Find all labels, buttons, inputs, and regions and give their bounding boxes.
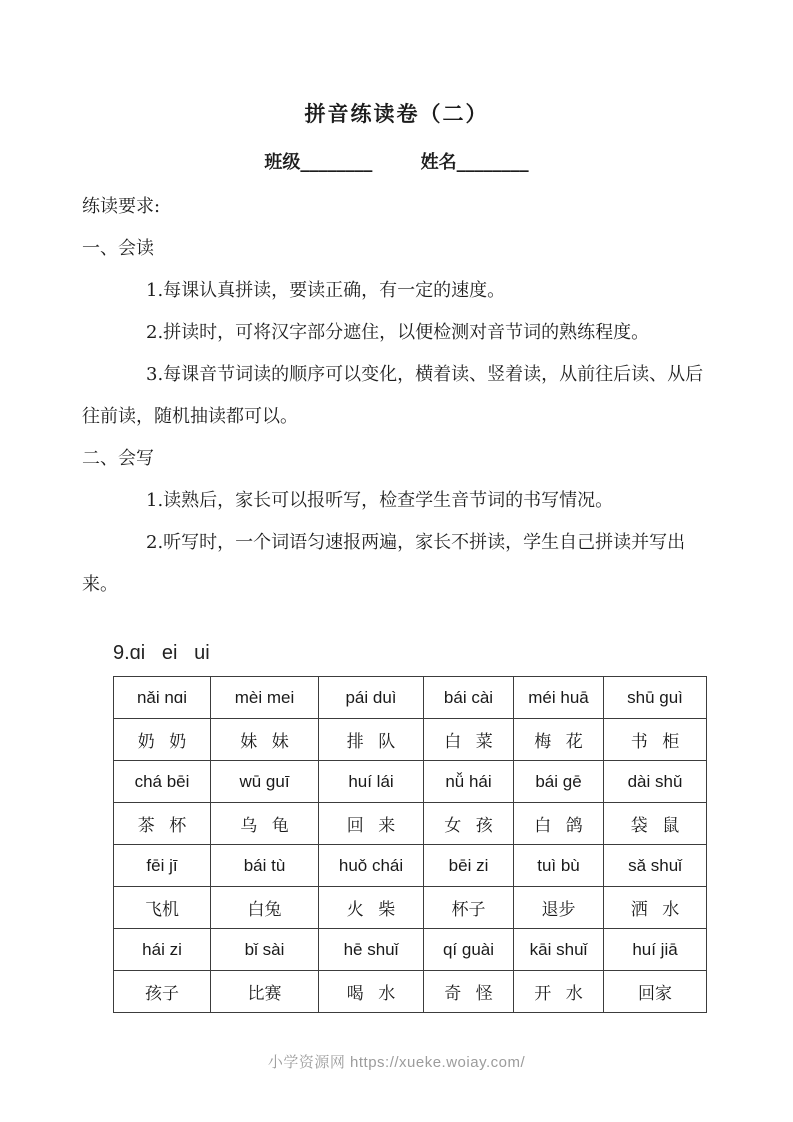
hanzi-cell: 梅 花	[514, 719, 604, 761]
pinyin-cell: shū guì	[604, 677, 707, 719]
read-item-2: 2.拼读时，可将汉字部分遮住，以便检测对音节词的熟练程度。	[146, 322, 650, 343]
pinyin-cell: méi huā	[514, 677, 604, 719]
read-item-3: 3.每课音节词读的顺序可以变化，横着读、竖着读，从前往后读、从后往前读，随机抽读都可以。	[82, 364, 704, 427]
pinyin-cell: pái duì	[319, 677, 424, 719]
hanzi-cell: 火 柴	[319, 887, 424, 929]
pinyin-cell: wū guī	[211, 761, 319, 803]
pinyin-cell: fēi jī	[114, 845, 211, 887]
read-item-1: 1.每课认真拼读，要读正确，有一定的速度。	[146, 280, 506, 301]
section-write-heading: 二、会写	[82, 448, 154, 469]
hanzi-cell: 退步	[514, 887, 604, 929]
source-footer: 小学资源网 https://xueke.woiay.com/	[267, 1054, 526, 1071]
pinyin-cell: bái gē	[514, 761, 604, 803]
pinyin-cell: huí jiā	[604, 929, 707, 971]
table-row-hanzi	[114, 803, 707, 845]
pinyin-cell: qí guài	[424, 929, 514, 971]
pinyin-cell: nǚ hái	[424, 761, 514, 803]
hanzi-cell: 乌 龟	[211, 803, 319, 845]
table-row-pinyin	[114, 845, 707, 887]
pinyin-cell: bái cài	[424, 677, 514, 719]
pinyin-cell: mèi mei	[211, 677, 319, 719]
hanzi-cell: 排 队	[319, 719, 424, 761]
hanzi-cell: 开 水	[514, 971, 604, 1013]
hanzi-cell: 茶 杯	[114, 803, 211, 845]
table-row-hanzi	[114, 887, 707, 929]
hanzi-cell: 奶 奶	[114, 719, 211, 761]
pinyin-cell: huí lái	[319, 761, 424, 803]
hanzi-cell: 白 菜	[424, 719, 514, 761]
pinyin-cell: nǎi nɑi	[114, 677, 211, 719]
pinyin-cell: kāi shuǐ	[514, 929, 604, 971]
page-title: 拼音练读卷（二）	[304, 101, 489, 126]
hanzi-cell: 书 柜	[604, 719, 707, 761]
hanzi-cell: 回 来	[319, 803, 424, 845]
pinyin-cell: sǎ shuǐ	[604, 845, 707, 887]
pinyin-cell: tuì bù	[514, 845, 604, 887]
pinyin-cell: hái zi	[114, 929, 211, 971]
hanzi-cell: 孩子	[114, 971, 211, 1013]
pinyin-cell: bēi zi	[424, 845, 514, 887]
hanzi-cell: 袋 鼠	[604, 803, 707, 845]
write-item-1: 1.读熟后，家长可以报听写，检查学生音节词的书写情况。	[146, 490, 614, 511]
pinyin-cell: chá bēi	[114, 761, 211, 803]
class-blank-field: 班级________	[264, 152, 373, 173]
pinyin-cell: bái tù	[211, 845, 319, 887]
table-row-pinyin	[114, 677, 707, 719]
hanzi-cell: 女 孩	[424, 803, 514, 845]
student-info-line	[0, 148, 793, 174]
table-row-pinyin	[114, 929, 707, 971]
hanzi-cell: 白兔	[211, 887, 319, 929]
hanzi-cell: 奇 怪	[424, 971, 514, 1013]
pinyin-cell: hē shuǐ	[319, 929, 424, 971]
hanzi-cell: 洒 水	[604, 887, 707, 929]
table-row-hanzi	[114, 971, 707, 1013]
practice-requirements	[82, 186, 715, 606]
hanzi-cell: 白 鸽	[514, 803, 604, 845]
pinyin-cell: dài shǔ	[604, 761, 707, 803]
pinyin-cell: bǐ sài	[211, 929, 319, 971]
name-blank-field: 姓名________	[420, 152, 529, 173]
pinyin-word-table	[113, 676, 707, 1013]
write-item-2: 2.听写时，一个词语匀速报两遍，家长不拼读，学生自己拼读并写出来。	[82, 532, 686, 595]
hanzi-cell: 妹 妹	[211, 719, 319, 761]
table-row-pinyin	[114, 761, 707, 803]
requirements-label: 练读要求:	[82, 196, 161, 217]
hanzi-cell: 喝 水	[319, 971, 424, 1013]
section-read-heading: 一、会读	[82, 238, 154, 259]
table-row-hanzi	[114, 719, 707, 761]
hanzi-cell: 比赛	[211, 971, 319, 1013]
pinyin-cell: huǒ chái	[319, 845, 424, 887]
hanzi-cell: 回家	[604, 971, 707, 1013]
hanzi-cell: 飞机	[114, 887, 211, 929]
hanzi-cell: 杯子	[424, 887, 514, 929]
lesson-heading: 9.ɑi ei ui	[113, 642, 210, 664]
